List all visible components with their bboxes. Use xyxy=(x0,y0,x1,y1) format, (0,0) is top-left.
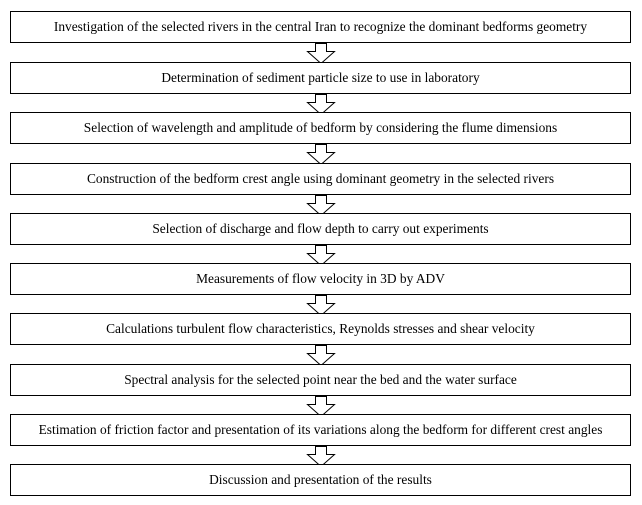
step-8-box xyxy=(10,364,631,396)
step-3-label: Selection of wavelength and amplitude of bedform by considering the flume dimensions xyxy=(83,120,558,135)
down-arrow-icon xyxy=(307,144,335,165)
step-5-box xyxy=(10,213,631,245)
step-8-label: Spectral analysis for the selected point near the bed and the water surface xyxy=(124,372,517,387)
step-6-label: Measurements of flow velocity in 3D by ADV xyxy=(196,271,445,286)
step-4-box xyxy=(10,163,631,195)
step-5-label: Selection of discharge and flow depth to carry out experiments xyxy=(152,221,489,236)
step-9-label: Estimation of friction factor and presentation of its variations along the bedform for different crest angles xyxy=(38,422,603,437)
step-7-box xyxy=(10,313,631,345)
step-3-box xyxy=(10,112,631,144)
step-1-box xyxy=(10,11,631,43)
step-9-box xyxy=(10,414,631,446)
down-arrow-icon xyxy=(307,43,335,64)
step-6-box xyxy=(10,263,631,295)
step-2-box xyxy=(10,62,631,94)
down-arrow-icon xyxy=(307,345,335,366)
step-2-label: Determination of sediment particle size to use in laboratory xyxy=(161,70,480,85)
step-4-label: Construction of the bedform crest angle using dominant geometry in the selected rivers xyxy=(86,171,555,186)
step-1-label: Investigation of the selected rivers in the central Iran to recognize the dominant bedforms geometry xyxy=(53,19,588,34)
step-10-box xyxy=(10,464,631,496)
step-10-label: Discussion and presentation of the results xyxy=(209,472,432,487)
step-7-label: Calculations turbulent flow characteristics, Reynolds stresses and shear velocity xyxy=(106,321,535,336)
